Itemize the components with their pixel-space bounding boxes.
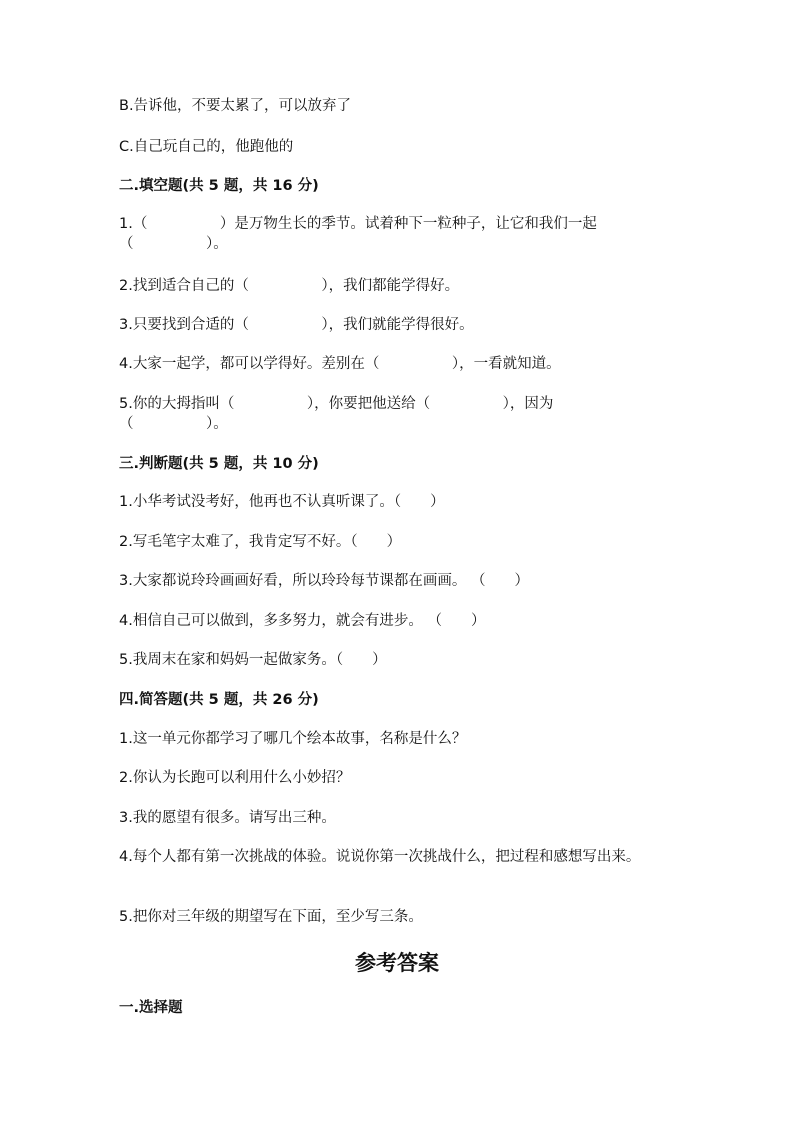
choice-option-b: B.告诉他，不要太累了，可以放弃了 [119, 98, 352, 114]
short-answer-question-2: 2.你认为长跑可以利用什么小妙招？ [119, 770, 351, 786]
section-heading-fill-blank: 二.填空题(共 5 题，共 16 分) [119, 178, 319, 194]
true-false-question-2: 2.写毛笔字太难了，我肯定写不好。（ ） [119, 534, 402, 550]
true-false-question-1: 1.小华考试没考好，他再也不认真听课了。（ ） [119, 494, 445, 510]
fill-blank-question-4: 4.大家一起学，都可以学得好。差别在（ ），一看就知道。 [119, 356, 561, 372]
fill-blank-question-3: 3.只要找到合适的（ ），我们就能学得很好。 [119, 317, 474, 333]
short-answer-question-1: 1.这一单元你都学习了哪几个绘本故事，名称是什么？ [119, 731, 467, 747]
short-answer-question-4: 4.每个人都有第一次挑战的体验。说说你第一次挑战什么，把过程和感想写出来。 [119, 849, 641, 865]
fill-blank-question-1: 1.（ ）是万物生长的季节。试着种下一粒种子，让它和我们一起（ ）。 [119, 216, 597, 252]
true-false-question-5: 5.我周末在家和妈妈一起做家务。（ ） [119, 652, 387, 668]
true-false-question-3: 3.大家都说玲玲画画好看，所以玲玲每节课都在画画。 （ ） [119, 573, 529, 589]
choice-option-c: C.自己玩自己的，他跑他的 [119, 139, 294, 155]
fill-blank-question-5: 5.你的大拇指叫（ ），你要把他送给（ ），因为（ ）。 [119, 396, 554, 432]
section-heading-true-false: 三.判断题(共 5 题，共 10 分) [119, 456, 319, 472]
short-answer-question-5: 5.把你对三年级的期望写在下面，至少写三条。 [119, 909, 423, 925]
fill-blank-question-2: 2.找到适合自己的（ ），我们都能学得好。 [119, 278, 460, 294]
answer-key-title: 参考答案 [355, 950, 439, 975]
true-false-question-4: 4.相信自己可以做到，多多努力，就会有进步。 （ ） [119, 613, 486, 629]
answer-section-heading-choice: 一.选择题 [119, 1000, 183, 1016]
short-answer-question-3: 3.我的愿望有很多。请写出三种。 [119, 810, 336, 826]
section-heading-short-answer: 四.简答题(共 5 题，共 26 分) [119, 692, 319, 708]
